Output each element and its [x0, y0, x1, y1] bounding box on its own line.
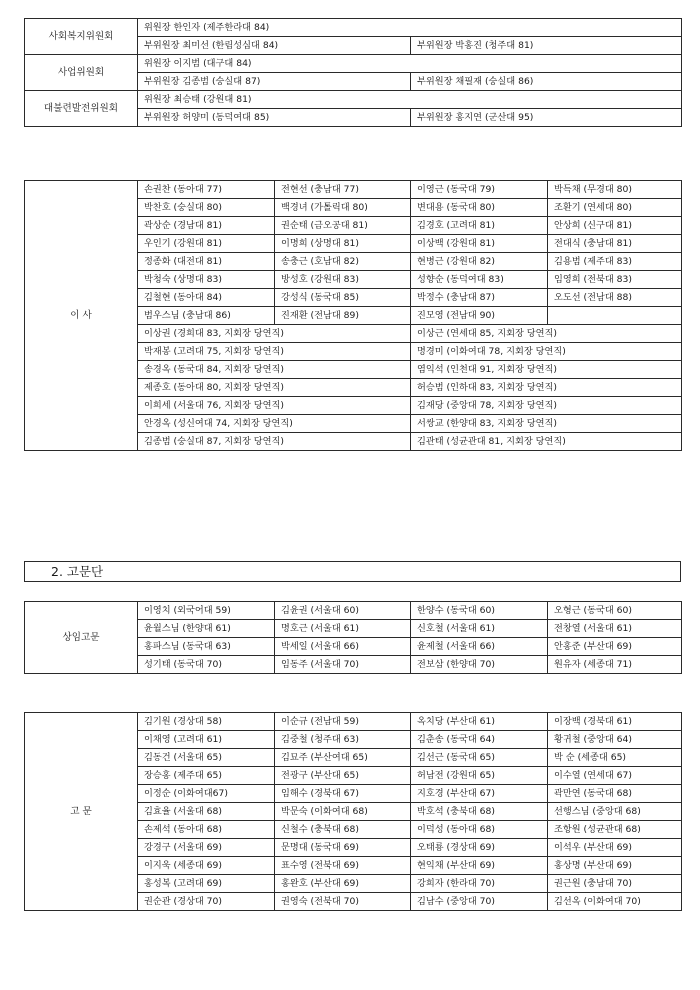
member-cell: 이수열 (연세대 67) — [548, 767, 682, 785]
member-cell: 김재당 (중앙대 78, 지회장 당연직) — [411, 397, 682, 415]
committee-vice: 부위원장 최미선 (한림성심대 84) — [138, 37, 411, 55]
member-cell: 오형근 (동국대 60) — [548, 602, 682, 620]
member-cell: 이영근 (동국대 79) — [411, 181, 548, 199]
member-cell: 김철현 (동아대 84) — [138, 289, 275, 307]
section-title-text: 2. 고문단 — [51, 564, 104, 579]
directors-table — [24, 180, 682, 451]
member-cell: 현익채 (부산대 69) — [411, 857, 548, 875]
member-cell: 백경녀 (가톨릭대 80) — [275, 199, 411, 217]
member-cell: 염익석 (인천대 91, 지회장 당연직) — [411, 361, 682, 379]
member-cell: 지호경 (부산대 67) — [411, 785, 548, 803]
advisors-table — [24, 712, 682, 911]
member-cell: 전광구 (부산대 65) — [275, 767, 411, 785]
member-cell: 신철수 (충북대 68) — [275, 821, 411, 839]
member-cell: 김선근 (동국대 65) — [411, 749, 548, 767]
member-cell: 박세일 (서울대 66) — [275, 638, 411, 656]
member-cell: 곽만연 (동국대 68) — [548, 785, 682, 803]
member-cell: 이장백 (경북대 61) — [548, 713, 682, 731]
member-cell: 홍파스님 (동국대 63) — [138, 638, 275, 656]
member-cell: 명경미 (이화여대 78, 지회장 당연직) — [411, 343, 682, 361]
group-label: 이 사 — [25, 181, 138, 451]
member-cell: 김기원 (경상대 58) — [138, 713, 275, 731]
senior-advisors-table — [24, 601, 682, 674]
committee-chair-row — [25, 19, 682, 37]
member-cell: 이희세 (서울대 76, 지회장 당연직) — [138, 397, 411, 415]
member-cell: 윤제철 (서울대 66) — [411, 638, 548, 656]
member-cell: 강성식 (동국대 85) — [275, 289, 411, 307]
table-row — [25, 713, 682, 731]
member-cell: 손제석 (동아대 68) — [138, 821, 275, 839]
committee-name: 대불련발전위원회 — [25, 91, 138, 127]
member-cell: 제종호 (동아대 80, 지회장 당연직) — [138, 379, 411, 397]
member-cell: 표수영 (전북대 69) — [275, 857, 411, 875]
member-cell: 이채영 (고려대 61) — [138, 731, 275, 749]
member-cell: 강희자 (한라대 70) — [411, 875, 548, 893]
table-row — [25, 602, 682, 620]
member-cell: 임동주 (서울대 70) — [275, 656, 411, 674]
member-cell: 김종범 (숭실대 87, 지회장 당연직) — [138, 433, 411, 451]
member-cell: 권근원 (충남대 70) — [548, 875, 682, 893]
member-cell: 장승홍 (제주대 65) — [138, 767, 275, 785]
committee-chair: 위원장 최승태 (강원대 81) — [138, 91, 682, 109]
member-cell: 정종화 (대전대 81) — [138, 253, 275, 271]
member-cell: 진재환 (전남대 89) — [275, 307, 411, 325]
member-cell: 명호근 (서울대 61) — [275, 620, 411, 638]
member-cell: 홍성복 (고려대 69) — [138, 875, 275, 893]
member-cell: 박정수 (충남대 87) — [411, 289, 548, 307]
member-cell: 김효율 (서울대 68) — [138, 803, 275, 821]
member-cell: 김선옥 (이화여대 70) — [548, 893, 682, 911]
member-cell: 손권찬 (동아대 77) — [138, 181, 275, 199]
member-cell: 조항원 (성균관대 68) — [548, 821, 682, 839]
member-cell: 황귀철 (중앙대 64) — [548, 731, 682, 749]
member-cell: 이덕성 (동아대 68) — [411, 821, 548, 839]
member-cell: 박득채 (무경대 80) — [548, 181, 682, 199]
member-cell: 옥치당 (부산대 61) — [411, 713, 548, 731]
committee-name: 사회복지위원회 — [25, 19, 138, 55]
member-cell: 서쌍교 (한양대 83, 지회장 당연직) — [411, 415, 682, 433]
member-cell: 김윤권 (서울대 60) — [275, 602, 411, 620]
committee-vice: 부위원장 홍지연 (군산대 95) — [411, 109, 682, 127]
member-cell: 이정순 (이화여대67) — [138, 785, 275, 803]
committee-chair: 위원장 이지범 (대구대 84) — [138, 55, 682, 73]
section-title — [24, 561, 681, 582]
member-cell: 이상권 (경희대 83, 지회장 당연직) — [138, 325, 411, 343]
member-cell: 한양수 (동국대 60) — [411, 602, 548, 620]
committee-name: 사업위원회 — [25, 55, 138, 91]
member-cell: 홍상명 (부산대 69) — [548, 857, 682, 875]
member-cell: 김동건 (서울대 65) — [138, 749, 275, 767]
member-cell: 김경호 (고려대 81) — [411, 217, 548, 235]
member-cell: 송충근 (호남대 82) — [275, 253, 411, 271]
member-cell: 조환기 (연세대 80) — [548, 199, 682, 217]
member-cell: 전창열 (서울대 61) — [548, 620, 682, 638]
committee-table — [24, 18, 682, 127]
member-cell: 권순관 (경상대 70) — [138, 893, 275, 911]
member-cell — [548, 307, 682, 325]
member-cell: 성기태 (동국대 70) — [138, 656, 275, 674]
member-cell: 윤월스님 (한양대 61) — [138, 620, 275, 638]
member-cell: 오도선 (전남대 88) — [548, 289, 682, 307]
member-cell: 신호철 (서울대 61) — [411, 620, 548, 638]
member-cell: 박재봉 (고려대 75, 지회장 당연직) — [138, 343, 411, 361]
committee-vice: 부위원장 박홍진 (청주대 81) — [411, 37, 682, 55]
member-cell: 임해수 (경북대 67) — [275, 785, 411, 803]
member-cell: 송경옥 (동국대 84, 지회장 당연직) — [138, 361, 411, 379]
committee-vice: 부위원장 김종범 (숭실대 87) — [138, 73, 411, 91]
committee-chair-row — [25, 55, 682, 73]
member-cell: 현병근 (강원대 82) — [411, 253, 548, 271]
member-cell: 이상근 (연세대 85, 지회장 당연직) — [411, 325, 682, 343]
member-cell: 안홍준 (부산대 69) — [548, 638, 682, 656]
member-cell: 박호석 (충북대 68) — [411, 803, 548, 821]
member-cell: 성향순 (동덕여대 83) — [411, 271, 548, 289]
member-cell: 이영치 (외국어대 59) — [138, 602, 275, 620]
member-cell: 박청숙 (상명대 83) — [138, 271, 275, 289]
member-cell: 김중철 (청주대 63) — [275, 731, 411, 749]
member-cell: 허남전 (강원대 65) — [411, 767, 548, 785]
member-cell: 이순규 (전남대 59) — [275, 713, 411, 731]
member-cell: 진모영 (전남대 90) — [411, 307, 548, 325]
table-row — [25, 181, 682, 199]
member-cell: 박 순 (세종대 65) — [548, 749, 682, 767]
group-label: 고 문 — [25, 713, 138, 911]
member-cell: 박문숙 (이화여대 68) — [275, 803, 411, 821]
member-cell: 이명희 (상명대 81) — [275, 235, 411, 253]
member-cell: 김춘송 (동국대 64) — [411, 731, 548, 749]
group-label: 상임고문 — [25, 602, 138, 674]
member-cell: 안상희 (신구대 81) — [548, 217, 682, 235]
member-cell: 이상백 (강원대 81) — [411, 235, 548, 253]
member-cell: 임영희 (전북대 83) — [548, 271, 682, 289]
member-cell: 전대식 (충남대 81) — [548, 235, 682, 253]
member-cell: 변대용 (동국대 80) — [411, 199, 548, 217]
member-cell: 선행스님 (중앙대 68) — [548, 803, 682, 821]
member-cell: 권영숙 (전북대 70) — [275, 893, 411, 911]
member-cell: 범우스님 (충남대 86) — [138, 307, 275, 325]
committee-vice: 부위원장 허양미 (동덕여대 85) — [138, 109, 411, 127]
member-cell: 전보삼 (한양대 70) — [411, 656, 548, 674]
member-cell: 김묘주 (부산여대 65) — [275, 749, 411, 767]
member-cell: 원유자 (세종대 71) — [548, 656, 682, 674]
member-cell: 허승범 (인하대 83, 지회장 당연직) — [411, 379, 682, 397]
member-cell: 방성호 (강원대 83) — [275, 271, 411, 289]
member-cell: 김관태 (성균관대 81, 지회장 당연직) — [411, 433, 682, 451]
member-cell: 문명대 (동국대 69) — [275, 839, 411, 857]
member-cell: 홍완호 (부산대 69) — [275, 875, 411, 893]
member-cell: 이지욱 (세종대 69) — [138, 857, 275, 875]
member-cell: 곽상순 (경남대 81) — [138, 217, 275, 235]
member-cell: 오태룡 (경상대 69) — [411, 839, 548, 857]
member-cell: 우인기 (강원대 81) — [138, 235, 275, 253]
member-cell: 이석우 (부산대 69) — [548, 839, 682, 857]
member-cell: 김남수 (중앙대 70) — [411, 893, 548, 911]
committee-chair: 위원장 한인자 (제주한라대 84) — [138, 19, 682, 37]
member-cell: 권순태 (금오공대 81) — [275, 217, 411, 235]
member-cell: 김용범 (제주대 83) — [548, 253, 682, 271]
member-cell: 안경옥 (성신여대 74, 지회장 당연직) — [138, 415, 411, 433]
committee-chair-row — [25, 91, 682, 109]
member-cell: 박찬호 (숭실대 80) — [138, 199, 275, 217]
member-cell: 전현선 (충남대 77) — [275, 181, 411, 199]
member-cell: 강경구 (서울대 69) — [138, 839, 275, 857]
committee-vice: 부위원장 채필재 (숭실대 86) — [411, 73, 682, 91]
